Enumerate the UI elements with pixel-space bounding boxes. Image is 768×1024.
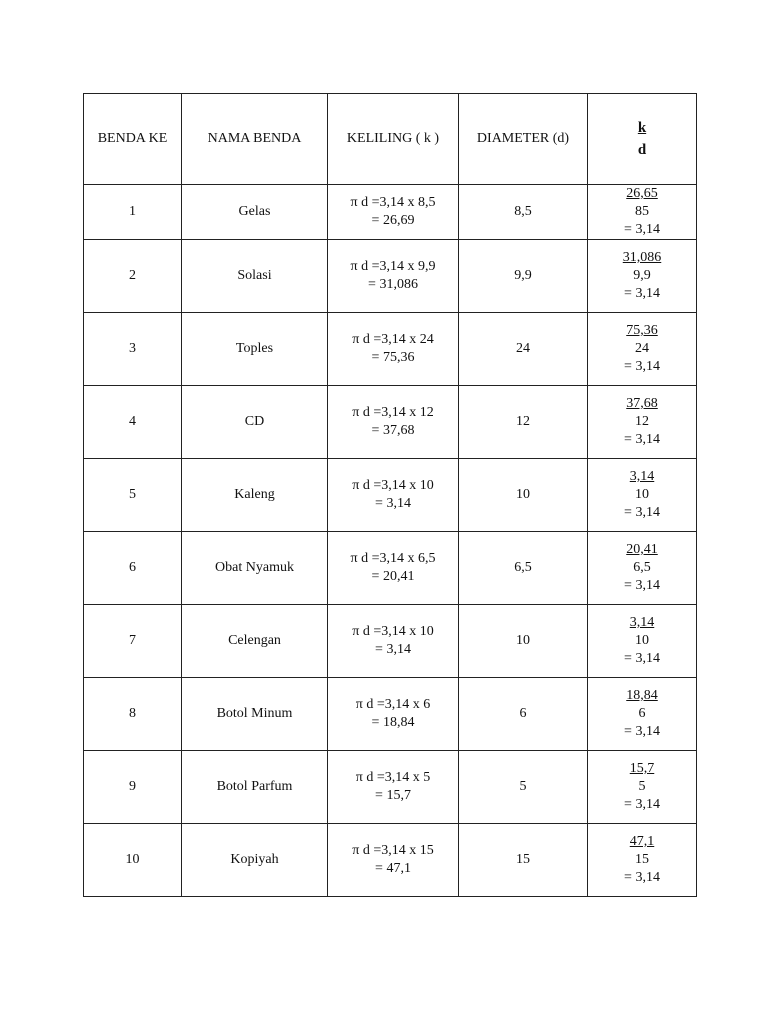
cell-nama-benda: Kaleng [182, 459, 328, 532]
cell-keliling [328, 532, 459, 605]
cell-nama-benda: Celengan [182, 605, 328, 678]
cell-benda-ke: 2 [84, 240, 182, 313]
table-row [84, 459, 697, 532]
cell-keliling-formula: π d =3,14 x 9,9 [350, 259, 436, 274]
cell-diameter: 10 [459, 459, 588, 532]
cell-diameter: 5 [459, 751, 588, 824]
table-row [84, 751, 697, 824]
cell-ratio-numerator: 20,41 [626, 542, 658, 557]
table-row [84, 824, 697, 897]
cell-diameter: 9,9 [459, 240, 588, 313]
cell-keliling [328, 185, 459, 240]
cell-keliling-result: = 15,7 [375, 788, 411, 803]
cell-benda-ke: 7 [84, 605, 182, 678]
cell-ratio-result: = 3,14 [624, 359, 660, 374]
cell-keliling-result: = 37,68 [371, 423, 415, 438]
cell-nama-benda: Botol Parfum [182, 751, 328, 824]
header-diameter: DIAMETER (d) [459, 94, 588, 185]
cell-ratio-result: = 3,14 [624, 797, 660, 812]
cell-nama-benda: Botol Minum [182, 678, 328, 751]
cell-keliling [328, 678, 459, 751]
cell-ratio-result: = 3,14 [624, 432, 660, 447]
cell-ratio-result: = 3,14 [624, 724, 660, 739]
cell-keliling-result: = 31,086 [368, 277, 418, 292]
cell-benda-ke: 6 [84, 532, 182, 605]
header-benda-ke: BENDA KE [84, 94, 182, 185]
cell-keliling-result: = 26,69 [371, 213, 415, 228]
cell-ratio-result: = 3,14 [624, 505, 660, 520]
cell-diameter: 6,5 [459, 532, 588, 605]
cell-ratio-numerator: 3,14 [629, 615, 655, 630]
cell-diameter: 24 [459, 313, 588, 386]
cell-nama-benda: Gelas [182, 185, 328, 240]
cell-diameter: 15 [459, 824, 588, 897]
cell-keliling-formula: π d =3,14 x 15 [352, 843, 434, 858]
cell-keliling-formula: π d =3,14 x 8,5 [350, 195, 436, 210]
cell-ratio-numerator: 47,1 [629, 834, 655, 849]
cell-benda-ke: 9 [84, 751, 182, 824]
cell-ratio-result: = 3,14 [624, 222, 660, 237]
cell-ratio-denominator: 5 [638, 779, 646, 794]
cell-ratio-denominator: 12 [635, 414, 649, 429]
cell-nama-benda: Toples [182, 313, 328, 386]
cell-benda-ke: 8 [84, 678, 182, 751]
cell-nama-benda: Solasi [182, 240, 328, 313]
cell-keliling-result: = 75,36 [371, 350, 415, 365]
cell-keliling [328, 459, 459, 532]
cell-ratio-numerator: 26,65 [626, 186, 658, 201]
cell-keliling [328, 605, 459, 678]
header-keliling: KELILING ( k ) [328, 94, 459, 185]
cell-nama-benda: Kopiyah [182, 824, 328, 897]
cell-keliling-result: = 20,41 [371, 569, 415, 584]
cell-ratio-numerator: 3,14 [629, 469, 655, 484]
cell-keliling [328, 313, 459, 386]
header-nama-benda: NAMA BENDA [182, 94, 328, 185]
header-ratio-numerator: k [637, 120, 647, 136]
cell-keliling [328, 240, 459, 313]
table-row [84, 240, 697, 313]
cell-ratio-denominator: 10 [635, 487, 649, 502]
cell-ratio-numerator: 31,086 [622, 250, 662, 265]
cell-ratio-numerator: 15,7 [629, 761, 655, 776]
cell-keliling-formula: π d =3,14 x 24 [352, 332, 434, 347]
cell-keliling-result: = 47,1 [375, 861, 411, 876]
cell-ratio-denominator: 15 [635, 852, 649, 867]
cell-ratio [588, 824, 697, 897]
cell-keliling-result: = 3,14 [375, 642, 411, 657]
cell-ratio-result: = 3,14 [624, 286, 660, 301]
table-row [84, 605, 697, 678]
table-body [84, 185, 697, 897]
cell-benda-ke: 5 [84, 459, 182, 532]
cell-ratio [588, 386, 697, 459]
cell-keliling-formula: π d =3,14 x 10 [352, 624, 434, 639]
cell-ratio-denominator: 9,9 [633, 268, 651, 283]
table-row [84, 185, 697, 240]
cell-keliling-formula: π d =3,14 x 12 [352, 405, 434, 420]
cell-keliling [328, 824, 459, 897]
cell-nama-benda: Obat Nyamuk [182, 532, 328, 605]
cell-ratio [588, 605, 697, 678]
cell-ratio [588, 678, 697, 751]
cell-diameter: 10 [459, 605, 588, 678]
cell-ratio-result: = 3,14 [624, 651, 660, 666]
cell-diameter: 6 [459, 678, 588, 751]
header-row [84, 94, 697, 185]
cell-diameter: 12 [459, 386, 588, 459]
cell-benda-ke: 10 [84, 824, 182, 897]
cell-keliling-result: = 3,14 [375, 496, 411, 511]
cell-ratio-numerator: 75,36 [626, 323, 658, 338]
cell-keliling-formula: π d =3,14 x 5 [355, 770, 431, 785]
table-row [84, 313, 697, 386]
cell-ratio-denominator: 6 [638, 706, 646, 721]
cell-ratio [588, 313, 697, 386]
cell-keliling [328, 386, 459, 459]
cell-ratio-denominator: 6,5 [633, 560, 651, 575]
table-row [84, 532, 697, 605]
header-ratio [588, 94, 697, 185]
data-table [83, 93, 697, 897]
cell-ratio [588, 532, 697, 605]
cell-ratio [588, 185, 697, 240]
cell-ratio [588, 459, 697, 532]
cell-ratio [588, 751, 697, 824]
cell-ratio-result: = 3,14 [624, 870, 660, 885]
cell-keliling-formula: π d =3,14 x 6,5 [350, 551, 436, 566]
table-row [84, 678, 697, 751]
cell-nama-benda: CD [182, 386, 328, 459]
cell-keliling [328, 751, 459, 824]
cell-keliling-formula: π d =3,14 x 10 [352, 478, 434, 493]
cell-ratio-denominator: 24 [635, 341, 649, 356]
cell-keliling-formula: π d =3,14 x 6 [355, 697, 431, 712]
cell-ratio-numerator: 18,84 [626, 688, 658, 703]
cell-ratio [588, 240, 697, 313]
header-ratio-denominator: d [637, 142, 647, 158]
cell-benda-ke: 1 [84, 185, 182, 240]
cell-keliling-result: = 18,84 [371, 715, 415, 730]
cell-ratio-result: = 3,14 [624, 578, 660, 593]
cell-ratio-numerator: 37,68 [626, 396, 658, 411]
cell-ratio-denominator: 85 [635, 204, 649, 219]
cell-benda-ke: 3 [84, 313, 182, 386]
table-row [84, 386, 697, 459]
cell-benda-ke: 4 [84, 386, 182, 459]
cell-ratio-denominator: 10 [635, 633, 649, 648]
cell-diameter: 8,5 [459, 185, 588, 240]
